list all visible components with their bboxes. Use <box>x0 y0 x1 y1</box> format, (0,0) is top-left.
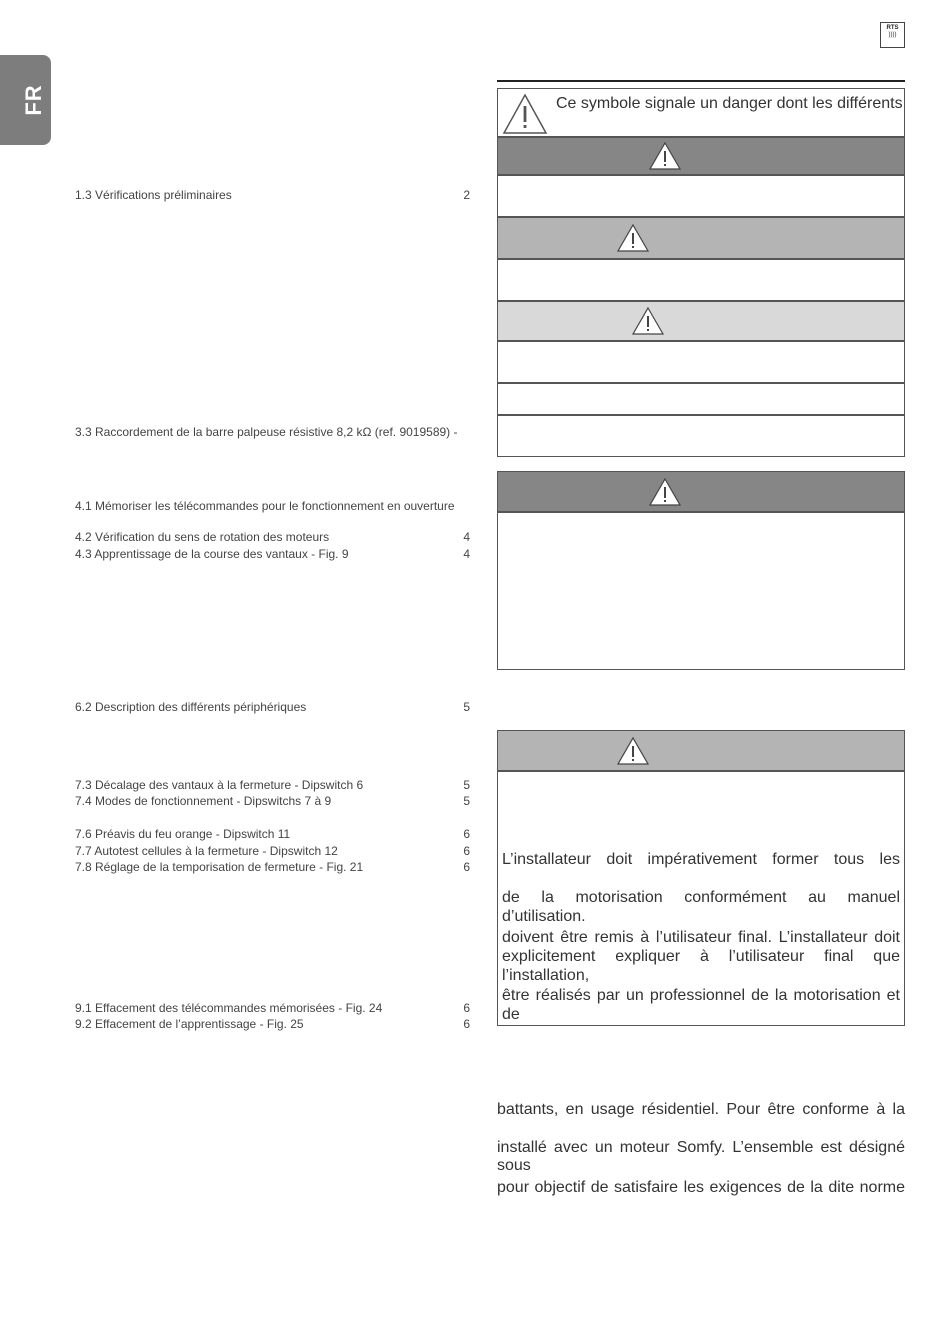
toc-title: 7.8 Réglage de la temporisation de fermeture - Fig. 21 <box>75 860 364 874</box>
toc-title: 4.2 Vérification du sens de rotation des moteurs <box>75 530 330 544</box>
toc-row[interactable] <box>75 778 470 794</box>
toc-row[interactable] <box>75 1001 470 1017</box>
danger-content-box <box>497 512 905 670</box>
toc-row[interactable] <box>75 530 470 546</box>
toc-page: 5 <box>463 700 470 714</box>
language-tab <box>0 55 51 145</box>
intro-line: battants, en usage résidentiel. Pour être conforme à la <box>497 1101 905 1118</box>
warning-triangle-icon <box>501 92 549 136</box>
toc-title: 1.3 Vérifications préliminaires <box>75 188 232 202</box>
safety-line: être réalisés par un professionnel de la motorisation et de <box>502 987 900 1023</box>
toc-title: 7.4 Modes de fonctionnement - Dipswitchs 7 à 9 <box>75 794 332 808</box>
rts-logo <box>880 22 905 48</box>
toc-title: 7.7 Autotest cellules à la fermeture - Dipswitch 12 <box>75 844 338 858</box>
danger-bar <box>497 137 905 175</box>
warning-triangle-icon <box>631 306 665 336</box>
toc-title: 9.1 Effacement des télécommandes mémorisées - Fig. 24 <box>75 1001 383 1015</box>
symbol-legend-box <box>497 88 905 137</box>
toc-title: 9.2 Effacement de l’apprentissage - Fig. 25 <box>75 1017 304 1031</box>
safety-line: doivent être remis à l’utilisateur final. L’installateur doit <box>502 929 900 946</box>
toc-page: 6 <box>463 1001 470 1015</box>
warning-triangle-icon <box>616 736 650 766</box>
toc-title: 3.3 Raccordement de la barre palpeuse résistive 8,2 kΩ (ref. 9019589) - <box>75 425 458 439</box>
toc-title: 6.2 Description des différents périphériques <box>75 700 307 714</box>
warning-bar <box>497 730 905 771</box>
note-text-box <box>497 415 905 457</box>
toc-row[interactable] <box>75 499 470 515</box>
toc-page: 4 <box>463 547 470 561</box>
warning-bar <box>497 217 905 259</box>
warning-text-box <box>497 259 905 301</box>
toc-page: 6 <box>463 827 470 841</box>
safety-line: L’installateur doit impérativement former tous les <box>502 851 900 868</box>
toc-row[interactable] <box>75 188 470 204</box>
toc-row[interactable] <box>75 700 470 716</box>
toc-row[interactable] <box>75 827 470 843</box>
toc-page: 2 <box>463 188 470 202</box>
safety-line: de la motorisation conformément au manuel d’utilisation. <box>502 889 900 925</box>
toc-page: 6 <box>463 844 470 858</box>
rts-logo-text: RTS <box>886 25 899 31</box>
toc-row[interactable] <box>75 860 470 876</box>
toc-row[interactable] <box>75 794 470 810</box>
warning-triangle-icon <box>648 141 682 171</box>
toc-title: 7.6 Préavis du feu orange - Dipswitch 11 <box>75 827 291 841</box>
toc-page: 5 <box>463 794 470 808</box>
toc-page: 5 <box>463 778 470 792</box>
toc-title: 7.3 Décalage des vantaux à la fermeture - Dipswitch 6 <box>75 778 364 792</box>
safety-line: explicitement expliquer à l’utilisateur final que l’installation, <box>502 948 900 984</box>
toc-page: 4 <box>463 530 470 544</box>
toc-row[interactable] <box>75 844 470 860</box>
toc-row[interactable] <box>75 425 470 441</box>
intro-line: pour objectif de satisfaire les exigences de la dite norme <box>497 1179 905 1196</box>
toc-row[interactable] <box>75 1017 470 1033</box>
toc-page: 6 <box>463 1017 470 1031</box>
caution-bar <box>497 301 905 341</box>
danger-text-box <box>497 175 905 217</box>
language-label: FR <box>21 84 46 116</box>
rts-radio-icon: )))) <box>888 32 897 38</box>
toc-title: 4.1 Mémoriser les télécommandes pour le fonctionnement en ouverture <box>75 499 455 513</box>
warning-triangle-icon <box>648 477 682 507</box>
toc-title: 4.3 Apprentissage de la course des vantaux - Fig. 9 <box>75 547 349 561</box>
section-rule <box>497 80 905 82</box>
toc-page: 6 <box>463 860 470 874</box>
warning-triangle-icon <box>616 223 650 253</box>
intro-line: installé avec un moteur Somfy. L’ensemble est désigné sous <box>497 1139 905 1174</box>
toc-row[interactable] <box>75 547 470 563</box>
note-text-box <box>497 383 905 415</box>
symbol-legend-text: Ce symbole signale un danger dont les différents <box>556 95 903 112</box>
caution-text-box <box>497 341 905 383</box>
danger-bar <box>497 471 905 512</box>
